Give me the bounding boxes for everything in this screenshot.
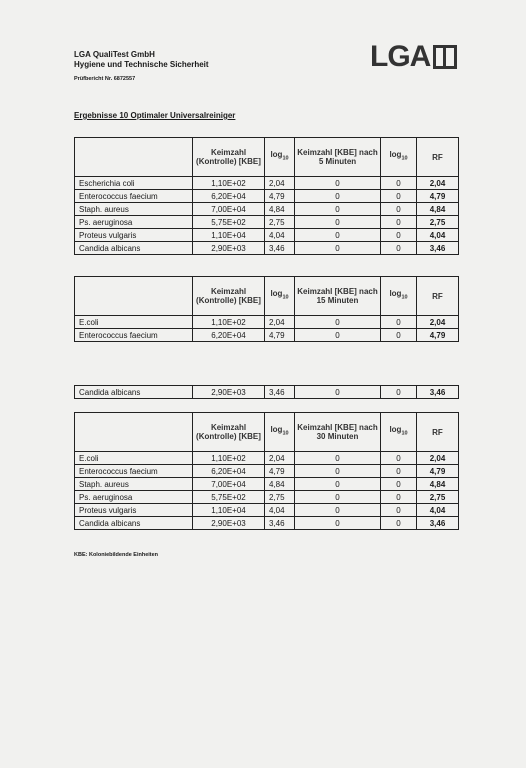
header-rf: RF: [417, 277, 459, 316]
cell-log2: 0: [381, 517, 417, 530]
results-table-fragment: [74, 385, 459, 399]
cell-log2: 0: [381, 329, 417, 342]
header-log2: [381, 277, 417, 316]
cell-count: 0: [295, 242, 381, 255]
cell-control: 6,20E+04: [193, 329, 265, 342]
cell-log2: 0: [381, 203, 417, 216]
cell-log: 2,04: [265, 177, 295, 190]
cell-control: 7,00E+04: [193, 203, 265, 216]
cell-log: 4,79: [265, 465, 295, 478]
header-log: [265, 138, 295, 177]
header-log2: [381, 138, 417, 177]
cell-rf: 4,79: [417, 329, 459, 342]
header-rf: RF: [417, 413, 459, 452]
cell-rf: 4,79: [417, 465, 459, 478]
cell-rf: 3,46: [417, 517, 459, 530]
cell-log: 4,84: [265, 478, 295, 491]
table-row: [75, 316, 459, 329]
cell-log: 4,04: [265, 229, 295, 242]
cell-organism: Proteus vulgaris: [75, 229, 193, 242]
header-count: Keimzahl [KBE] nach 15 Minuten: [295, 277, 381, 316]
table-row: [75, 491, 459, 504]
cell-organism: Escherichia coli: [75, 177, 193, 190]
cell-rf: 3,46: [417, 386, 459, 399]
cell-control: 6,20E+04: [193, 190, 265, 203]
cell-log: 2,75: [265, 216, 295, 229]
cell-log2: 0: [381, 491, 417, 504]
cell-rf: 3,46: [417, 242, 459, 255]
cell-log2: 0: [381, 229, 417, 242]
cell-organism: Ps. aeruginosa: [75, 216, 193, 229]
cell-count: 0: [295, 216, 381, 229]
cell-count: 0: [295, 177, 381, 190]
cell-rf: 2,04: [417, 316, 459, 329]
cell-control: 2,90E+03: [193, 517, 265, 530]
cell-organism: Candida albicans: [75, 386, 193, 399]
cell-log2: 0: [381, 452, 417, 465]
logo-box-icon: [433, 45, 457, 69]
table-row: [75, 386, 459, 399]
header-control: Keimzahl (Kontrolle) [KBE]: [193, 413, 265, 452]
cell-log: 4,79: [265, 329, 295, 342]
cell-organism: Ps. aeruginosa: [75, 491, 193, 504]
company-name: LGA QualiTest GmbH: [74, 50, 155, 59]
table-row: [75, 504, 459, 517]
cell-control: 7,00E+04: [193, 478, 265, 491]
table-row: [75, 242, 459, 255]
table-row: [75, 203, 459, 216]
cell-control: 1,10E+02: [193, 452, 265, 465]
header-log-sub: 10: [282, 430, 289, 437]
cell-rf: 4,84: [417, 478, 459, 491]
cell-organism: Candida albicans: [75, 242, 193, 255]
header-log2: [381, 413, 417, 452]
cell-count: 0: [295, 386, 381, 399]
table-row: [75, 465, 459, 478]
header-log-text: log: [270, 425, 283, 435]
cell-count: 0: [295, 190, 381, 203]
header-log2-sub: 10: [401, 155, 408, 162]
results-table-15min: [74, 276, 459, 342]
table-row: [75, 177, 459, 190]
cell-log2: 0: [381, 190, 417, 203]
cell-log2: 0: [381, 504, 417, 517]
cell-organism: E.coli: [75, 316, 193, 329]
cell-organism: E.coli: [75, 452, 193, 465]
header-organism: [75, 413, 193, 452]
division-name: Hygiene und Technische Sicherheit: [74, 60, 209, 69]
table-row: [75, 478, 459, 491]
cell-count: 0: [295, 329, 381, 342]
header-control: Keimzahl (Kontrolle) [KBE]: [193, 138, 265, 177]
header-log: [265, 277, 295, 316]
cell-count: 0: [295, 465, 381, 478]
cell-log: 3,46: [265, 386, 295, 399]
cell-count: 0: [295, 316, 381, 329]
cell-organism: Candida albicans: [75, 517, 193, 530]
cell-rf: 2,04: [417, 452, 459, 465]
cell-log: 4,79: [265, 190, 295, 203]
lga-logo: [370, 42, 457, 72]
cell-organism: Staph. aureus: [75, 478, 193, 491]
cell-count: 0: [295, 478, 381, 491]
cell-log2: 0: [381, 465, 417, 478]
section-title: Ergebnisse 10 Optimaler Universalreiniger: [74, 111, 236, 120]
header-count: Keimzahl [KBE] nach 30 Minuten: [295, 413, 381, 452]
header-control: Keimzahl (Kontrolle) [KBE]: [193, 277, 265, 316]
cell-control: 1,10E+02: [193, 316, 265, 329]
table-row: [75, 329, 459, 342]
cell-rf: 4,84: [417, 203, 459, 216]
cell-count: 0: [295, 504, 381, 517]
cell-log2: 0: [381, 242, 417, 255]
cell-rf: 4,04: [417, 504, 459, 517]
cell-log2: 0: [381, 386, 417, 399]
table-row: [75, 517, 459, 530]
results-table-30min: [74, 412, 459, 530]
table-row: [75, 229, 459, 242]
cell-log2: 0: [381, 478, 417, 491]
results-table-5min: [74, 137, 459, 255]
cell-log: 3,46: [265, 242, 295, 255]
header-organism: [75, 277, 193, 316]
table-row: [75, 190, 459, 203]
cell-log: 4,04: [265, 504, 295, 517]
header-log2-text: log: [389, 425, 402, 435]
header-row: [75, 413, 459, 452]
header-rf: RF: [417, 138, 459, 177]
cell-count: 0: [295, 203, 381, 216]
cell-control: 1,10E+04: [193, 229, 265, 242]
header-log-sub: 10: [282, 155, 289, 162]
cell-control: 2,90E+03: [193, 242, 265, 255]
cell-organism: Enterococcus faecium: [75, 329, 193, 342]
logo-text: LGA: [370, 40, 431, 73]
cell-log: 2,75: [265, 491, 295, 504]
cell-control: 1,10E+02: [193, 177, 265, 190]
header-count: Keimzahl [KBE] nach 5 Minuten: [295, 138, 381, 177]
cell-rf: 2,75: [417, 216, 459, 229]
cell-rf: 4,79: [417, 190, 459, 203]
header-row: [75, 277, 459, 316]
header-row: [75, 138, 459, 177]
cell-rf: 2,75: [417, 491, 459, 504]
cell-rf: 2,04: [417, 177, 459, 190]
cell-control: 6,20E+04: [193, 465, 265, 478]
cell-count: 0: [295, 452, 381, 465]
table-row: [75, 216, 459, 229]
header-log-text: log: [270, 150, 283, 160]
letterhead: [74, 50, 209, 82]
cell-control: 5,75E+02: [193, 216, 265, 229]
cell-rf: 4,04: [417, 229, 459, 242]
cell-log2: 0: [381, 177, 417, 190]
header-organism: [75, 138, 193, 177]
cell-log: 4,84: [265, 203, 295, 216]
header-log2-text: log: [389, 150, 402, 160]
cell-count: 0: [295, 491, 381, 504]
cell-log2: 0: [381, 316, 417, 329]
report-number: Prüfbericht Nr. 6872557: [74, 76, 136, 82]
cell-count: 0: [295, 517, 381, 530]
cell-log2: 0: [381, 216, 417, 229]
cell-organism: Staph. aureus: [75, 203, 193, 216]
header-log2-sub: 10: [401, 430, 408, 437]
header-log2-text: log: [389, 289, 402, 299]
table-row: [75, 452, 459, 465]
header-log-text: log: [270, 289, 283, 299]
cell-log: 2,04: [265, 452, 295, 465]
cell-control: 2,90E+03: [193, 386, 265, 399]
footnote: KBE: Koloniebildende Einheiten: [74, 552, 159, 558]
cell-count: 0: [295, 229, 381, 242]
header-log: [265, 413, 295, 452]
cell-organism: Enterococcus faecium: [75, 190, 193, 203]
cell-log: 3,46: [265, 517, 295, 530]
cell-control: 5,75E+02: [193, 491, 265, 504]
header-log-sub: 10: [282, 294, 289, 301]
header-log2-sub: 10: [401, 294, 408, 301]
cell-organism: Proteus vulgaris: [75, 504, 193, 517]
cell-log: 2,04: [265, 316, 295, 329]
cell-organism: Enterococcus faecium: [75, 465, 193, 478]
cell-control: 1,10E+04: [193, 504, 265, 517]
